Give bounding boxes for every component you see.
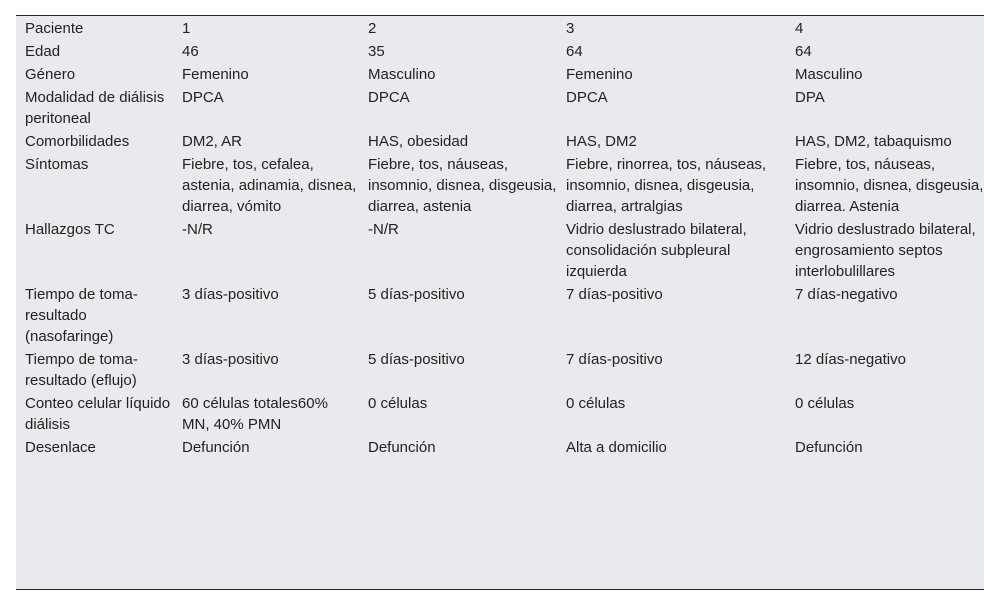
table-cell: 2 bbox=[368, 20, 377, 37]
table-cell: 0 células bbox=[795, 395, 855, 412]
row-label-cell: Comorbilidades bbox=[25, 133, 130, 150]
table-cell: Defunción bbox=[795, 439, 863, 456]
table-cell: DPA bbox=[795, 89, 825, 106]
row-label-cell: Hallazgos TC bbox=[25, 221, 115, 238]
row-label-cell: Tiempo de toma-resultado (eflujo) bbox=[25, 351, 138, 389]
table-cell: 5 días-positivo bbox=[368, 286, 465, 303]
table-cell: Fiebre, tos, náuseas, insomnio, disnea, disgeusia, diarrea, astenia bbox=[368, 156, 557, 215]
table-row bbox=[16, 85, 984, 129]
table-cell: DPCA bbox=[566, 89, 608, 106]
table-cell: 12 días-negativo bbox=[795, 351, 906, 368]
table-row bbox=[16, 282, 984, 347]
table-cell: Femenino bbox=[182, 66, 249, 83]
table-cell: -N/R bbox=[368, 221, 399, 238]
table-row bbox=[16, 152, 984, 217]
table-cell: Fiebre, rinorrea, tos, náuseas, insomnio, disnea, disgeusia, diarrea, artralgias bbox=[566, 156, 767, 215]
row-label-cell: Desenlace bbox=[25, 439, 96, 456]
patient-table bbox=[16, 16, 984, 458]
table-row bbox=[16, 39, 984, 62]
table-cell: 3 bbox=[566, 20, 575, 37]
table-row bbox=[16, 391, 984, 435]
table-header-row bbox=[16, 16, 984, 39]
table-cell: 7 días-positivo bbox=[566, 351, 663, 368]
table-cell: Femenino bbox=[566, 66, 633, 83]
table-cell: DM2, AR bbox=[182, 133, 243, 150]
table-cell: 46 bbox=[182, 43, 199, 60]
table-cell: 60 células totales60% MN, 40% PMN bbox=[182, 395, 328, 433]
table-cell: DPCA bbox=[182, 89, 224, 106]
table-row bbox=[16, 62, 984, 85]
table-cell: Masculino bbox=[795, 66, 863, 83]
clinical-table-container bbox=[16, 15, 984, 590]
table-cell: DPCA bbox=[368, 89, 410, 106]
table-cell: Defunción bbox=[182, 439, 250, 456]
table-cell: 7 días-positivo bbox=[566, 286, 663, 303]
table-cell: Vidrio deslustrado bilateral, consolidación subpleural izquierda bbox=[566, 221, 747, 280]
table-row bbox=[16, 217, 984, 282]
table-cell: 35 bbox=[368, 43, 385, 60]
row-label-cell: Paciente bbox=[25, 20, 84, 37]
table-cell: 64 bbox=[795, 43, 812, 60]
table-cell: 0 células bbox=[566, 395, 626, 412]
table-cell: Defunción bbox=[368, 439, 436, 456]
table-row bbox=[16, 129, 984, 152]
table-cell: Fiebre, tos, náuseas, insomnio, disnea, disgeusia, diarrea. Astenia bbox=[795, 156, 984, 215]
table-cell: 3 días-positivo bbox=[182, 351, 279, 368]
table-row bbox=[16, 435, 984, 458]
table-cell: 1 bbox=[182, 20, 191, 37]
table-cell: Vidrio deslustrado bilateral, engrosamiento septos interlobulillares bbox=[795, 221, 976, 280]
table-cell: 7 días-negativo bbox=[795, 286, 898, 303]
table-body bbox=[16, 16, 984, 458]
row-label-cell: Tiempo de toma-resultado (nasofaringe) bbox=[25, 286, 138, 345]
row-label-cell: Conteo celular líquido diálisis bbox=[25, 395, 171, 433]
table-cell: Alta a domicilio bbox=[566, 439, 667, 456]
table-cell: 5 días-positivo bbox=[368, 351, 465, 368]
table-cell: 3 días-positivo bbox=[182, 286, 279, 303]
table-cell: Masculino bbox=[368, 66, 436, 83]
table-cell: HAS, DM2, tabaquismo bbox=[795, 133, 952, 150]
table-row bbox=[16, 347, 984, 391]
table-cell: 64 bbox=[566, 43, 583, 60]
table-cell: -N/R bbox=[182, 221, 213, 238]
table-cell: Fiebre, tos, cefalea, astenia, adinamia, disnea, diarrea, vómito bbox=[182, 156, 357, 215]
table-cell: HAS, obesidad bbox=[368, 133, 469, 150]
table-cell: 4 bbox=[795, 20, 804, 37]
row-label-cell: Modalidad de diálisis peritoneal bbox=[25, 89, 165, 127]
table-cell: HAS, DM2 bbox=[566, 133, 637, 150]
table-cell: 0 células bbox=[368, 395, 428, 412]
row-label-cell: Edad bbox=[25, 43, 61, 60]
row-label-cell: Síntomas bbox=[25, 156, 89, 173]
row-label-cell: Género bbox=[25, 66, 76, 83]
